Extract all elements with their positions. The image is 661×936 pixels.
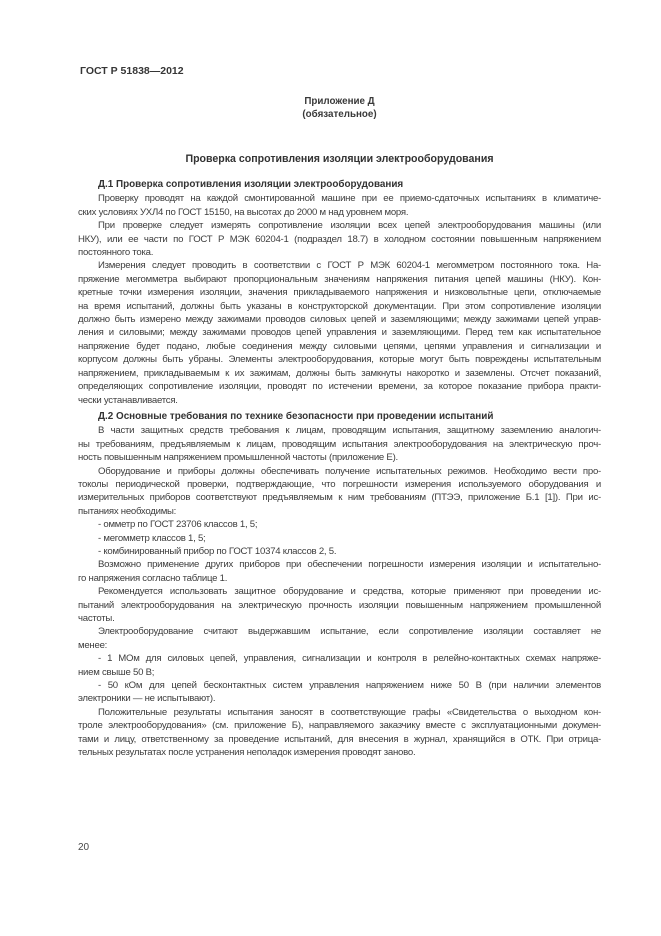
paragraph: [78, 259, 601, 406]
paragraph: [78, 652, 601, 679]
paragraph: [78, 585, 601, 625]
text-line: - 1 МОм для силовых цепей, управления, сигнализации и контроля в релейно-контактных схемах напряже-: [98, 653, 601, 665]
text-line: го напряжения согласно таблице 1.: [78, 572, 228, 584]
text-line: Измерения следует проводить в соответствии с ГОСТ Р МЭК 60204-1 мегомметром постоянного тока. На-: [98, 260, 601, 272]
text-line: ских условиях УХЛ4 по ГОСТ 15150, на высотах до 2000 м над уровнем моря.: [78, 206, 409, 218]
text-line: напряжение будет подано, любые соединения между силовыми цепями, цепями управления и сигнализации и: [78, 340, 601, 352]
text-line: пытаниях необходимы:: [78, 505, 177, 517]
section: [78, 410, 601, 760]
document-body: [78, 178, 601, 759]
text-line: постоянного тока.: [78, 247, 154, 259]
text-line: электроники — не испытывают).: [78, 693, 216, 705]
text-line: - мегомметр классов 1, 5;: [98, 532, 206, 544]
section-heading: Д.1 Проверка сопротивления изоляции электрооборудования: [98, 179, 404, 190]
paragraph: [78, 558, 601, 585]
text-line: измерительных приборов соответствуют предъявляемым к ним требованиям (ПТЭЭ, приложение Б.1 [1]). При ис-: [78, 492, 601, 504]
text-line: НКУ), или ее части по ГОСТ Р МЭК 60204-1 (подраздел 18.7) в холодном состоянии повышенным напряжением: [78, 233, 601, 245]
text-line: - 50 кОм для цепей бесконтактных систем управления напряжением ниже 50 В (при наличии элементов: [98, 680, 601, 692]
section: [78, 178, 601, 407]
text-line: пряжение мегомметра выбирают пропорциональным значениям напряжения питания цепей машины (НКУ). Кон-: [78, 273, 601, 285]
text-line: тами и лицу, ответственному за проведение испытаний, для внесения в журнал, хранящийся в ОТК. При отрица-: [78, 733, 601, 745]
text-line: троле электрооборудования» (см. приложение Б), направляемого заказчику вместе с эксплуатационными докумен-: [78, 720, 601, 732]
text-line: - омметр по ГОСТ 23706 классов 1, 5;: [98, 519, 258, 531]
annex-label: Приложение Д: [304, 96, 375, 107]
paragraph: [78, 424, 601, 464]
text-line: менее:: [78, 639, 108, 651]
text-line: частоты.: [78, 613, 115, 624]
text-line: напряжением, прикладываемым к их зажимам, должны быть замкнуты накоротко и заземлены. Отсчет показаний,: [78, 367, 601, 379]
text-line: чески устанавливается.: [78, 394, 178, 406]
text-line: ность повышенным напряжением промышленной частоты (приложение Е).: [78, 452, 398, 464]
text-line: корпусом должны быть убраны. Элементы электрооборудования, которые могут быть повреждены испытательным: [78, 354, 601, 366]
text-line: на время испытаний, должны быть указаны в конструкторской документации. При этом сопротивление изоляции: [78, 300, 601, 312]
section-heading: Д.2 Основные требования по технике безопасности при проведении испытаний: [98, 410, 494, 422]
text-line: тельных результатах после устранения неполадок измерения проводят заново.: [78, 747, 416, 759]
text-line: Оборудование и приборы должны обеспечивать получение испытательных режимов. Необходимо вести про-: [98, 465, 601, 477]
text-line: В части защитных средств требования к лицам, проводящим испытания, защитному заземлению аналогич-: [98, 425, 601, 437]
text-line: ны требованиям, предъявляемым к лицам, проводящим испытания электрооборудования на электрическую проч-: [78, 438, 601, 450]
text-line: токолы периодической проверки, подтверждающие, что погрешности измерения используемого оборудования и: [78, 478, 601, 490]
text-line: Проверку проводят на каждой смонтированной машине при ее приемо-сдаточных испытаниях в климатиче-: [98, 193, 601, 205]
annex-header: [78, 95, 601, 121]
paragraph: [78, 532, 601, 545]
paragraph: [78, 465, 601, 519]
text-line: Возможно применение других приборов при обеспечении погрешности измерения изоляции и испытательно-: [98, 559, 601, 571]
paragraph: [78, 518, 601, 531]
page-number: 20: [78, 842, 90, 853]
text-line: кретные точки измерения изоляции, значения прикладываемого напряжения и низковольтные цепи, отключаемые: [78, 287, 601, 299]
text-line: пытаний электрооборудования на электрическую прочность изоляции повышенным напряжением промышленной: [78, 599, 601, 611]
paragraph: [78, 192, 601, 219]
page-title: Проверка сопротивления изоляции электрооборудования: [185, 153, 494, 165]
text-line: должно быть измерено между зажимами проводов силовых цепей и заземляющими; между зажимами цепей управ-: [78, 314, 601, 326]
text-line: - комбинированный прибор по ГОСТ 10374 классов 2, 5.: [98, 545, 337, 557]
text-line: определяющих сопротивление изоляции, проводят по истечении времени, за которое показание прибора практи-: [78, 381, 601, 393]
text-line: Электрооборудование считают выдержавшим испытание, если сопротивление изоляции составляет не: [98, 626, 601, 638]
document-code: ГОСТ Р 51838—2012: [80, 65, 184, 77]
paragraph: [78, 219, 601, 259]
paragraph: [78, 679, 601, 706]
paragraph: [78, 545, 601, 558]
paragraph: [78, 706, 601, 760]
paragraph: [78, 625, 601, 652]
text-line: Рекомендуется использовать защитное оборудование и средства, которые применяют при проведении ис-: [98, 586, 601, 598]
text-line: При проверке следует измерять сопротивление изоляции всех цепей электрооборудования машины (или: [98, 220, 601, 232]
text-line: нием свыше 50 В;: [78, 666, 155, 678]
text-line: Положительные результаты испытания заносят в соответствующие графы «Свидетельства о выходном кон-: [98, 706, 601, 718]
text-line: ления и силовыми; между зажимами проводов цепей управления и заземляющими. Перед тем как испытательное: [78, 327, 601, 339]
annex-kind: (обязательное): [302, 109, 377, 120]
